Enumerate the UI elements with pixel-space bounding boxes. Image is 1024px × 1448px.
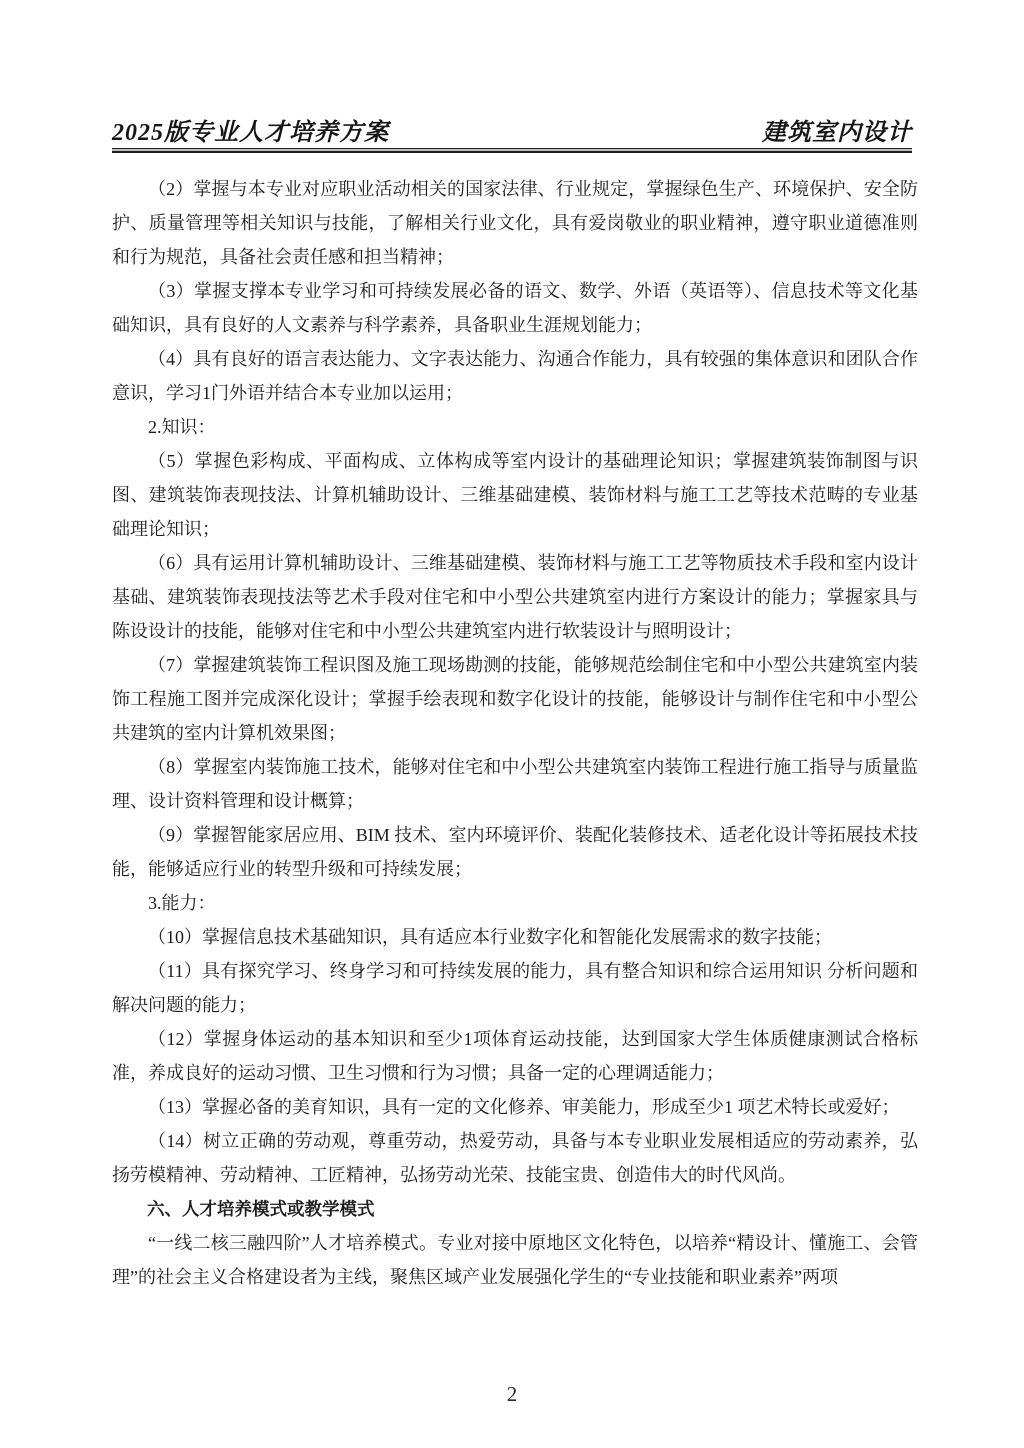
body-paragraph: （7）掌握建筑装饰工程识图及施工现场勘测的技能，能够规范绘制住宅和中小型公共建筑室内装饰工程施工图并完成深化设计；掌握手绘表现和数字化设计的技能，能够设计与制作住宅和中小型公共建筑的室内计算机效果图；: [112, 655, 918, 743]
page-header: [112, 112, 912, 147]
body-paragraph: （6）具有运用计算机辅助设计、三维基础建模、装饰材料与施工工艺等物质技术手段和室内设计基础、建筑装饰表现技法等艺术手段对住宅和中小型公共建筑室内进行方案设计的能力；掌握家具与陈设设计的技能，能够对住宅和中小型公共建筑室内进行软装设计与照明设计；: [112, 553, 918, 641]
body-paragraph: （4）具有良好的语言表达能力、文字表达能力、沟通合作能力，具有较强的集体意识和团队合作意识，学习1门外语并结合本专业加以运用；: [112, 349, 918, 403]
body-paragraph: （12）掌握身体运动的基本知识和至少1项体育运动技能，达到国家大学生体质健康测试合格标准，养成良好的运动习惯、卫生习惯和行为习惯；具备一定的心理调适能力；: [112, 1029, 918, 1083]
body-paragraph: （10）掌握信息技术基础知识，具有适应本行业数字化和智能化发展需求的数字技能；: [148, 927, 832, 947]
body-paragraph: （11）具有探究学习、终身学习和可持续发展的能力，具有整合知识和综合运用知识 分析问题和解决问题的能力；: [112, 961, 918, 1015]
body-paragraph: （2）掌握与本专业对应职业活动相关的国家法律、行业规定，掌握绿色生产、环境保护、安全防护、质量管理等相关知识与技能，了解相关行业文化，具有爱岗敬业的职业精神，遵守职业道德准则和行为规范，具备社会责任感和担当精神；: [112, 179, 918, 267]
body-paragraph: （14）树立正确的劳动观，尊重劳动，热爱劳动，具备与本专业职业发展相适应的劳动素养，弘扬劳模精神、劳动精神、工匠精神，弘扬劳动光荣、技能宝贵、创造伟大的时代风尚。: [112, 1131, 918, 1185]
page-number: 2: [506, 1382, 518, 1406]
body-paragraph: （5）掌握色彩构成、平面构成、立体构成等室内设计的基础理论知识；掌握建筑装饰制图与识图、建筑装饰表现技法、计算机辅助设计、三维基础建模、装饰材料与施工工艺等技术范畴的专业基础理论知识；: [112, 451, 918, 539]
body-paragraph: 3.能力：: [148, 893, 216, 913]
body-paragraph: （13）掌握必备的美育知识，具有一定的文化修养、审美能力，形成至少1 项艺术特长或爱好；: [148, 1097, 900, 1117]
header-left-title: 2025版专业人才培养方案: [112, 120, 389, 146]
section-heading: 六、人才培养模式或教学模式: [147, 1199, 375, 1219]
body-paragraph: （8）掌握室内装饰施工技术，能够对住宅和中小型公共建筑室内装饰工程进行施工指导与质量监理、设计资料管理和设计概算；: [112, 757, 918, 811]
header-divider-rule: [112, 148, 912, 153]
document-body: [112, 172, 918, 1294]
body-paragraph: （9）掌握智能家居应用、BIM 技术、室内环境评价、装配化装修技术、适老化设计等拓展技术技能，能够适应行业的转型升级和可持续发展；: [112, 825, 918, 879]
body-paragraph: “一线二核三融四阶”人才培养模式。专业对接中原地区文化特色，以培养“精设计、懂施工、会管理”的社会主义合格建设者为主线，聚焦区域产业发展强化学生的“专业技能和职业素养”两项: [112, 1233, 918, 1287]
header-right-title: 建筑室内设计: [762, 120, 912, 146]
body-paragraph: 2.知识：: [148, 417, 216, 437]
body-paragraph: （3）掌握支撑本专业学习和可持续发展必备的语文、数学、外语（英语等）、信息技术等文化基础知识，具有良好的人文素养与科学素养，具备职业生涯规划能力；: [112, 281, 918, 335]
